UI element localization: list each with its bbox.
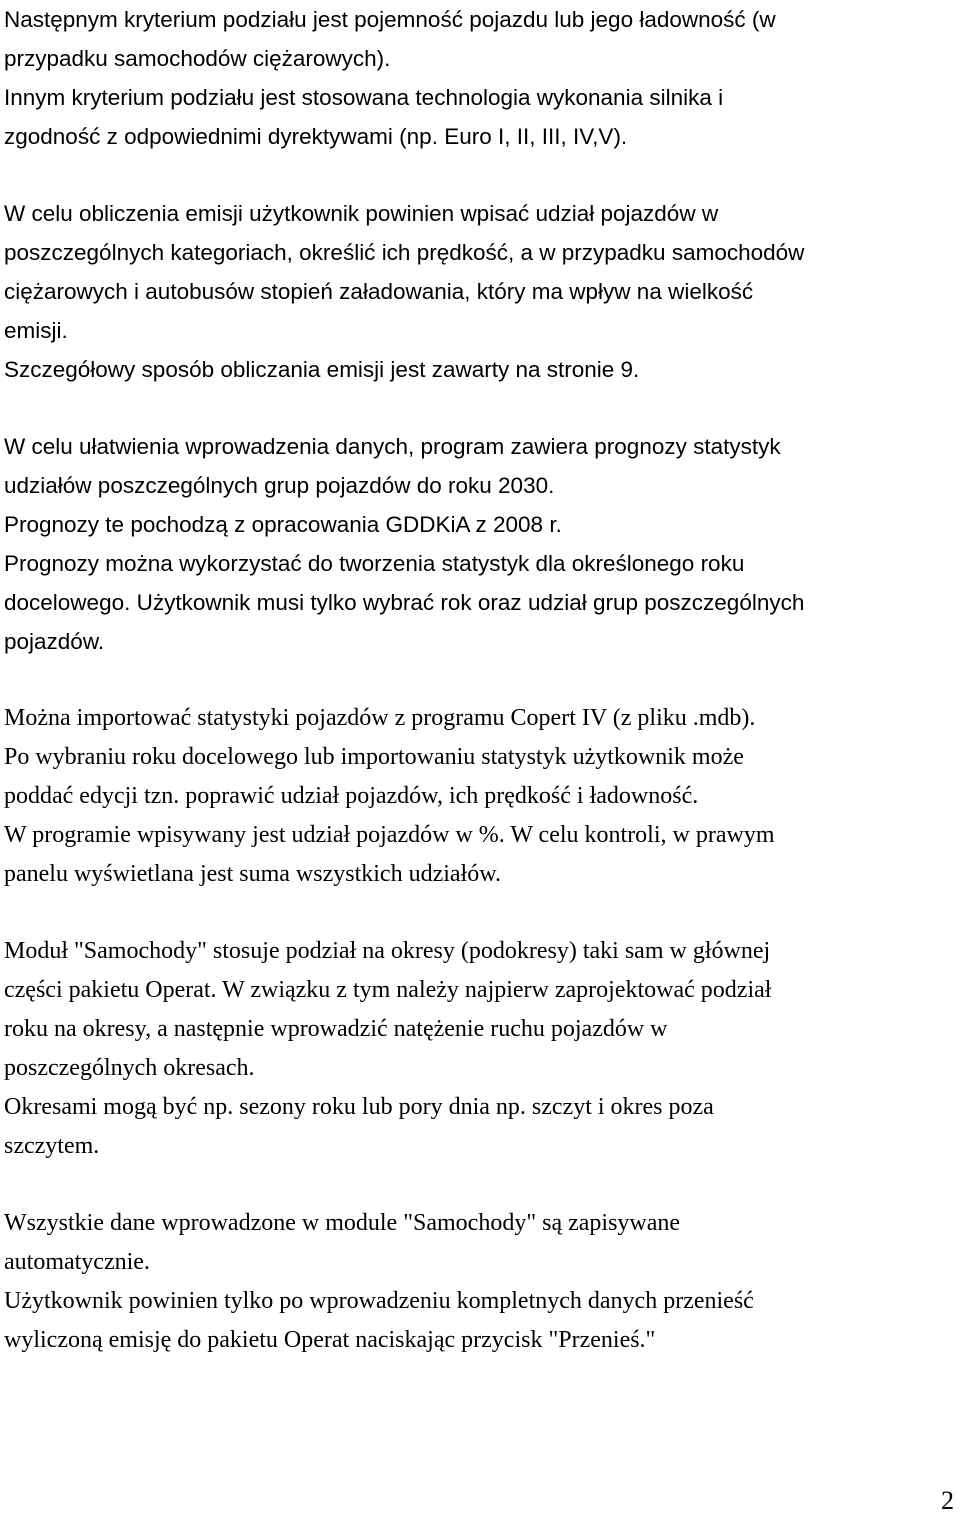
- document-page: [4, 0, 954, 1360]
- paragraph-copert-import: [4, 699, 954, 894]
- paragraph-periods: [4, 932, 954, 1166]
- paragraph-emission-input: [4, 194, 954, 389]
- text-line: Można importować statystyki pojazdów z programu Copert IV (z pliku .mdb).: [4, 705, 756, 731]
- text-line: Następnym kryterium podziału jest pojemność pojazdu lub jego ładowność (w: [4, 7, 776, 32]
- paragraph-vehicle-categories: [4, 0, 954, 156]
- text-line: Po wybraniu roku docelowego lub importowaniu statystyk użytkownik może: [4, 744, 744, 770]
- text-line: Użytkownik powinien tylko po wprowadzeniu kompletnych danych przenieść: [4, 1288, 754, 1314]
- paragraph-spacer: [4, 894, 954, 932]
- paragraph-spacer: [4, 389, 954, 427]
- text-line: Szczegółowy sposób obliczania emisji jest zawarty na stronie 9.: [4, 357, 640, 382]
- text-line: emisji.: [4, 318, 68, 343]
- text-line: poszczególnych kategoriach, określić ich prędkość, a w przypadku samochodów: [4, 240, 805, 265]
- text-line: roku na okresy, a następnie wprowadzić natężenie ruchu pojazdów w: [4, 1016, 668, 1042]
- text-line: ciężarowych i autobusów stopień załadowania, który ma wpływ na wielkość: [4, 279, 754, 304]
- text-line: zgodność z odpowiednimi dyrektywami (np. Euro I, II, III, IV,V).: [4, 124, 628, 149]
- text-line: W programie wpisywany jest udział pojazdów w %. W celu kontroli, w prawym: [4, 822, 775, 848]
- text-line: Innym kryterium podziału jest stosowana technologia wykonania silnika i: [4, 85, 724, 110]
- text-line: docelowego. Użytkownik musi tylko wybrać rok oraz udział grup poszczególnych: [4, 590, 805, 615]
- paragraph-saving: [4, 1204, 954, 1360]
- paragraph-forecasts: [4, 427, 954, 661]
- text-line: poddać edycji tzn. poprawić udział pojazdów, ich prędkość i ładowność.: [4, 783, 699, 809]
- text-line: poszczególnych okresach.: [4, 1055, 255, 1081]
- text-line: udziałów poszczególnych grup pojazdów do roku 2030.: [4, 473, 555, 498]
- paragraph-spacer: [4, 661, 954, 699]
- text-line: przypadku samochodów ciężarowych).: [4, 46, 391, 71]
- text-line: W celu ułatwienia wprowadzenia danych, program zawiera prognozy statystyk: [4, 434, 781, 459]
- text-line: automatycznie.: [4, 1249, 150, 1275]
- text-line: pojazdów.: [4, 629, 105, 654]
- paragraph-spacer: [4, 1166, 954, 1204]
- paragraph-spacer: [4, 156, 954, 194]
- text-line: wyliczoną emisję do pakietu Operat naciskając przycisk "Przenieś.": [4, 1327, 656, 1353]
- text-line: Okresami mogą być np. sezony roku lub pory dnia np. szczyt i okres poza: [4, 1094, 714, 1120]
- text-line: W celu obliczenia emisji użytkownik powinien wpisać udział pojazdów w: [4, 201, 719, 226]
- text-line: szczytem.: [4, 1133, 100, 1159]
- text-line: Prognozy te pochodzą z opracowania GDDKiA z 2008 r.: [4, 512, 562, 537]
- text-line: Prognozy można wykorzystać do tworzenia statystyk dla określonego roku: [4, 551, 745, 576]
- text-line: panelu wyświetlana jest suma wszystkich udziałów.: [4, 861, 501, 887]
- text-line: części pakietu Operat. W związku z tym należy najpierw zaprojektować podział: [4, 977, 772, 1003]
- page-number: 2: [941, 1486, 954, 1515]
- text-line: Wszystkie dane wprowadzone w module "Samochody" są zapisywane: [4, 1210, 681, 1236]
- text-line: Moduł "Samochody" stosuje podział na okresy (podokresy) taki sam w głównej: [4, 938, 771, 964]
